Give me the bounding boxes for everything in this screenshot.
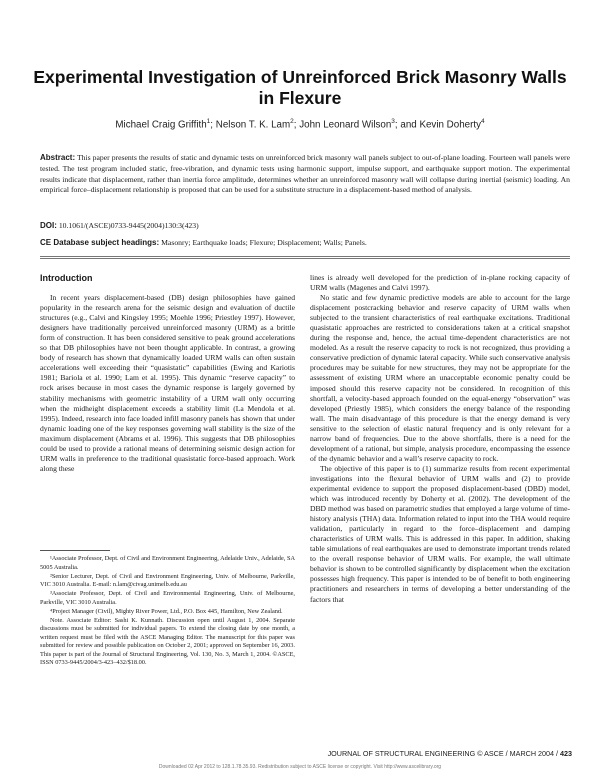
author-3-affil: 3 xyxy=(391,118,395,125)
footnote-2: ²Senior Lecturer, Dept. of Civil and Environment Engineering, Univ. of Melbourne, Parkville, VIC 3010 Australia. E-mail: n.lam@civag.unimelb.edu.au xyxy=(40,572,295,588)
right-paragraph-1: lines is already well developed for the prediction of in-plane rocking capacity of URM walls (Magenes and Calvi 1997). xyxy=(310,273,570,293)
footnote-1: ¹Associate Professor, Dept. of Civil and Environment Engineering, Adelaide Univ., Adelaide, SA 5005 Australia. xyxy=(40,555,295,571)
doi-label: DOI: xyxy=(40,221,57,230)
intro-paragraph-1: In recent years displacement-based (DB) design philosophies have gained popularity in the research arena for the seismic design and evaluation of ductile structures (e.g., Calvi and Kingsley 1995; Moehle 1996; Priestley 1997). However, designers have traditionally perceived unreinforced masonry (URM) as a brittle form of construction. It has been considered sensitive to peak ground accelerations so that DB philosophies have not been thought applicable. In contrast, a growing body of research has shown that dynamically loaded URM walls can often sustain accelerations well exceeding their “quasistatic” capabilities (Ewing and Kariotis 1981; Bariola et al. 1990; Lam et al. 1995). This dynamic “reserve capacity” to rock arises because in most cases the dynamic response is largely governed by stability mechanisms with geometric instability of a URM wall only occurring when the midheight displacement exceeds a stability limit (La Mendola et al. 1995). Indeed, research into face loaded infill masonry panels has shown that under dynamic loading one of the key responses governing wall stability is the size of the maximum displacement (Abrams et al. 1996). This suggests that DB philosophies could be used to provide a rational means of determining seismic design action for URM walls in preference to the traditional quasistatic force-based approach. Work along these xyxy=(40,293,295,473)
footnotes xyxy=(40,555,295,668)
doi-line xyxy=(40,221,570,230)
footnote-note: Note. Associate Editor: Sashi K. Kunnath. Discussion open until August 1, 2004. Separate discussions must be submitted for individual papers. To extend the closing date by one month, a written request must be filed with the ASCE Managing Editor. The manuscript for this paper was submitted for review and possible publication on October 2, 2001; approved on September 16, 2003. This paper is part of the Journal of Structural Engineering, Vol. 130, No. 3, March 1, 2004. ©ASCE, ISSN 0733-9445/2004/3-423–432/$18.00. xyxy=(40,616,295,666)
footnote-4: ⁴Project Manager (Civil), Mighty River Power, Ltd., P.O. Box 445, Hamilton, New Zealand. xyxy=(50,607,283,615)
subject-headings-label: CE Database subject headings: xyxy=(40,238,160,247)
introduction-heading: Introduction xyxy=(40,273,93,283)
author-2-affil: 2 xyxy=(290,118,294,125)
right-paragraph-3: The objective of this paper is to (1) summarize results from recent experimental investigations into the flexural behavior of URM walls and (2) to provide experimental evidence to support the proposed displacement-based (DBD) model, which was introduced recently by Doherty et al. (2002). The development of the DBD method was based on parametric studies that employed a large volume of time-history analysis (THA) data. Information related to input into the THA would require validation, particularly in regard to the force–displacement and damping characteristics of URM walls. This is addressed in this paper. In addition, shaking table simulations of real earthquakes are used to demonstrate important trends related to the overall response behavior of URM walls. For example, the wall ultimate behavior is shown to be controlled significantly by displacement when the excitation possesses high frequency. This paper is intended to be of benefit to both engineering practitioners and researchers in terms of developing a better understanding of the factors that xyxy=(310,463,570,604)
right-paragraph-2: No static and few dynamic predictive models are able to account for the large displacement postcracking behavior and reserve capacity of URM walls when subjected to the transient characteristics of real earthquake excitations. Traditional quasistatic approaches are restricted to considerations taken at a critical snapshot during the response and, hence, the actual time-dependent characteristics are not modeled. As a result the reserve capacity to rock is not recognized, thus providing a conservative prediction of dynamic lateral capacity. While such conservative analysis procedures may be suitable for new structures, they may not be appropriate for the assessment of existing URM where an unacceptable economic penalty could be imposed should this reserve capacity not be considered. In recognition of this shortfall, a velocity-based approach founded on the equal-energy “observation” was developed (Priestly 1985), which considers the energy balance of the responding wall. The main disadvantage of this procedure is that the energy demand is very sensitive to the selection of elastic natural frequency and is only relevant for a narrow band of frequencies. Due to the above shortfalls, there is a need for the development of a rational, but simple, analysis procedure, encompassing the essence of the dynamic behavior and a wall’s reserve capacity to rock. xyxy=(310,293,570,463)
footnote-3: ³Associate Professor, Dept. of Civil and Environmental Engineering, Univ. of Melbourne, Parkville, VIC 3010 Australia. xyxy=(40,590,295,606)
section-divider-bottom xyxy=(40,258,570,259)
abstract-label: Abstract: xyxy=(40,153,76,162)
author-4-affil: 4 xyxy=(480,118,485,125)
doi-value: 10.1061/(ASCE)0733-9445(2004)130:3(423) xyxy=(56,221,199,230)
author-1: Michael Craig Griffith xyxy=(115,119,207,131)
download-notice: Downloaded 02 Apr 2012 to 128.1.78.35.93. Redistribution subject to ASCE license or copyright. Visit http://www.ascelibrary.org xyxy=(158,764,442,770)
author-separator: ; xyxy=(210,119,216,131)
left-column xyxy=(40,273,295,474)
subject-headings xyxy=(40,238,570,247)
author-2: Nelson T. K. Lam xyxy=(215,119,291,131)
footnote-rule xyxy=(40,550,110,551)
author-line xyxy=(20,118,580,130)
paper-title: Experimental Investigation of Unreinforced Brick Masonry Walls in Flexure xyxy=(33,67,567,108)
abstract-text: This paper presents the results of static and dynamic tests on unreinforced brick masonry wall panels subject to out-of-plane loading. Fourteen wall panels were tested. The test program included static, free-vibration, and dynamic tests using harmonic support, impulse support, and earthquake support motion. The experimental results indicate that displacement, rather than inertia force amplitude, determines whether an unreinforced masonry wall will collapse during inertial (seismic) loading. An empirical force–displacement relationship is proposed that can be used for a substitute structure in a displacement-based method of analysis. xyxy=(40,153,570,195)
journal-footer xyxy=(328,749,572,758)
author-3: John Leonard Wilson xyxy=(299,119,392,131)
author-and: ; and xyxy=(394,119,420,131)
page-number: 423 xyxy=(560,749,572,758)
journal-footer-text: JOURNAL OF STRUCTURAL ENGINEERING © ASCE / MARCH 2004 / xyxy=(327,749,560,758)
author-4: Kevin Doherty xyxy=(419,119,481,131)
author-1-affil: 1 xyxy=(206,118,211,125)
right-column xyxy=(310,273,570,605)
author-separator: ; xyxy=(293,119,300,131)
abstract xyxy=(40,153,570,196)
section-divider-top xyxy=(40,256,570,257)
subject-headings-value: Masonry; Earthquake loads; Flexure; Displacement; Walls; Panels. xyxy=(159,238,367,247)
